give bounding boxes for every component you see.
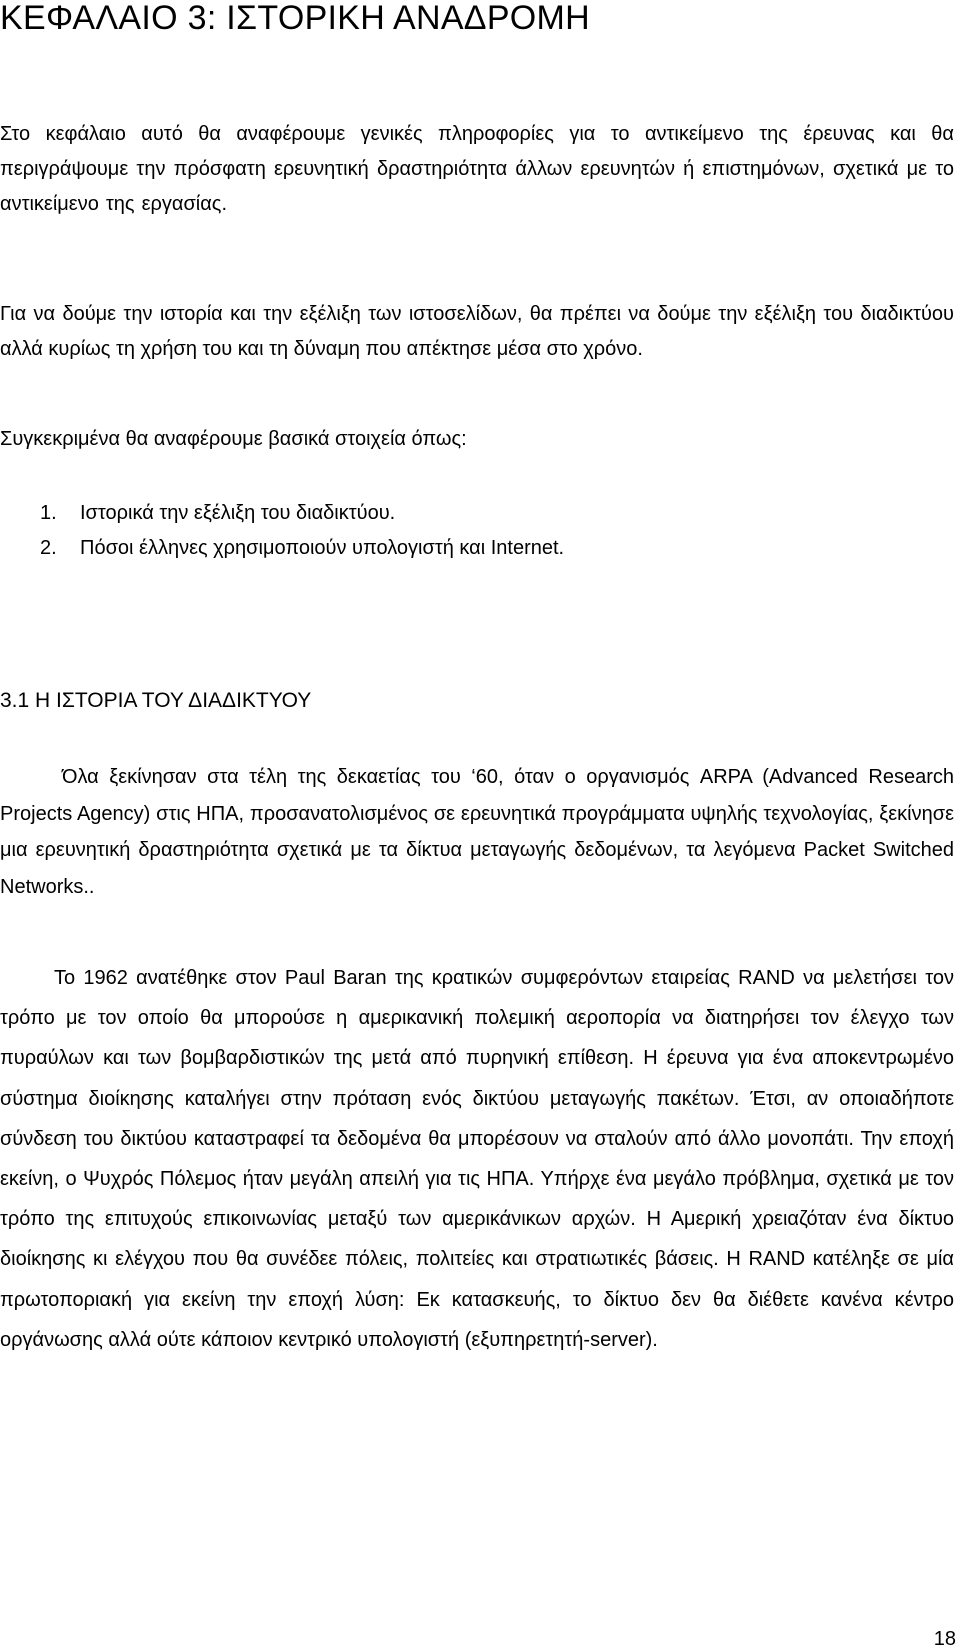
list-item: [40, 531, 564, 566]
rand-paragraph: [0, 958, 954, 1360]
history-paragraph: Για να δούμε την ιστορία και την εξέλιξη των ιστοσελίδων, θα πρέπει να δούμε την εξέλιξη του διαδικτύου αλλά κυρίως τη χρήση του και τη δύναμη που απέκτησε μέσα στο χρόνο.: [0, 303, 954, 360]
list-item-number: 1.: [40, 502, 57, 524]
list-item-text: Ιστορικά την εξέλιξη του διαδικτύου.: [80, 502, 396, 524]
arpa-paragraph: [0, 759, 954, 905]
page-number: 18: [933, 1628, 956, 1650]
section-heading: 3.1 Η ΙΣΤΟΡΙΑ ΤΟΥ ΔΙΑΔΙΚΤΥΟΥ: [0, 689, 312, 712]
intro-paragraph: Στο κεφάλαιο αυτό θα αναφέρουμε γενικές πληροφορίες για το αντικείμενο της έρευνας και θα περιγράψουμε την πρόσφατη ερευνητική δραστηριότητα άλλων ερευνητών ή επιστημόνων, σχετικά με το αντικείμενο της εργασίας.: [0, 123, 954, 215]
chapter-title: ΚΕΦΑΛΑΙΟ 3: ΙΣΤΟΡΙΚΗ ΑΝΑΔΡΟΜΗ: [0, 0, 591, 37]
list-item-number: 2.: [40, 537, 57, 559]
list-item-text: Πόσοι έλληνες χρησιμοποιούν υπολογιστή και Internet.: [80, 537, 565, 559]
arpa-paragraph-text: Όλα ξεκίνησαν στα τέλη της δεκαετίας του ‘60, όταν ο οργανισμός ARPA (Advanced Research Projects Agency) στις ΗΠΑ, προσανατολισμένος σε ερευνητικά προγράμματα υψηλής τεχνολογίας, ξεκίνησε μια ερευνητική δραστηριότητα σχετικά με τα δίκτυα μεταγωγής δεδομένων, τα λεγόμενα Packet Switched Networks..: [0, 766, 954, 898]
topics-list: [40, 496, 564, 566]
list-intro-paragraph: Συγκεκριμένα θα αναφέρουμε βασικά στοιχεία όπως:: [0, 428, 467, 450]
rand-paragraph-text: Το 1962 ανατέθηκε στον Paul Baran της κρατικών συμφερόντων εταιρείας RAND να μελετήσει τον τρόπο με τον οποίο θα μπορούσε η αμερικανική πολεμική αεροπορία να διατηρήσει τον έλεγχο των πυραύλων και των βομβαρδιστικών της μετά από πυρηνική επίθεση. Η έρευνα για ένα αποκεντρωμένο σύστημα διοίκησης καταλήγει στην πρόταση ενός δικτύου μεταγωγής πακέτων. Έτσι, αν οποιαδήποτε σύνδεση του δικτύου καταστραφεί τα δεδομένα θα μπορέσουν να σταλούν από άλλο μονοπάτι. Την εποχή εκείνη, ο Ψυχρός Πόλεμος ήταν μεγάλη απειλή για τις ΗΠΑ. Υπήρχε ένα μεγάλο πρόβλημα, σχετικά με τον τρόπο της επιτυχούς επικοινωνίας μεταξύ των αμερικάνικων αρχών. Η Αμερική χρειαζόταν ένα δίκτυο διοίκησης κι ελέγχου που θα συνέδεε πόλεις, πολιτείες και στρατιωτικές βάσεις. Η RAND κατέληξε σε μία πρωτοποριακή για εκείνη την εποχή λύση: Εκ κατασκευής, το δίκτυο δεν θα διέθετε κανένα κέντρο οργάνωσης αλλά ούτε κάποιον κεντρικό υπολογιστή (εξυπηρετητή-server).: [0, 967, 954, 1351]
list-item: [40, 496, 564, 531]
